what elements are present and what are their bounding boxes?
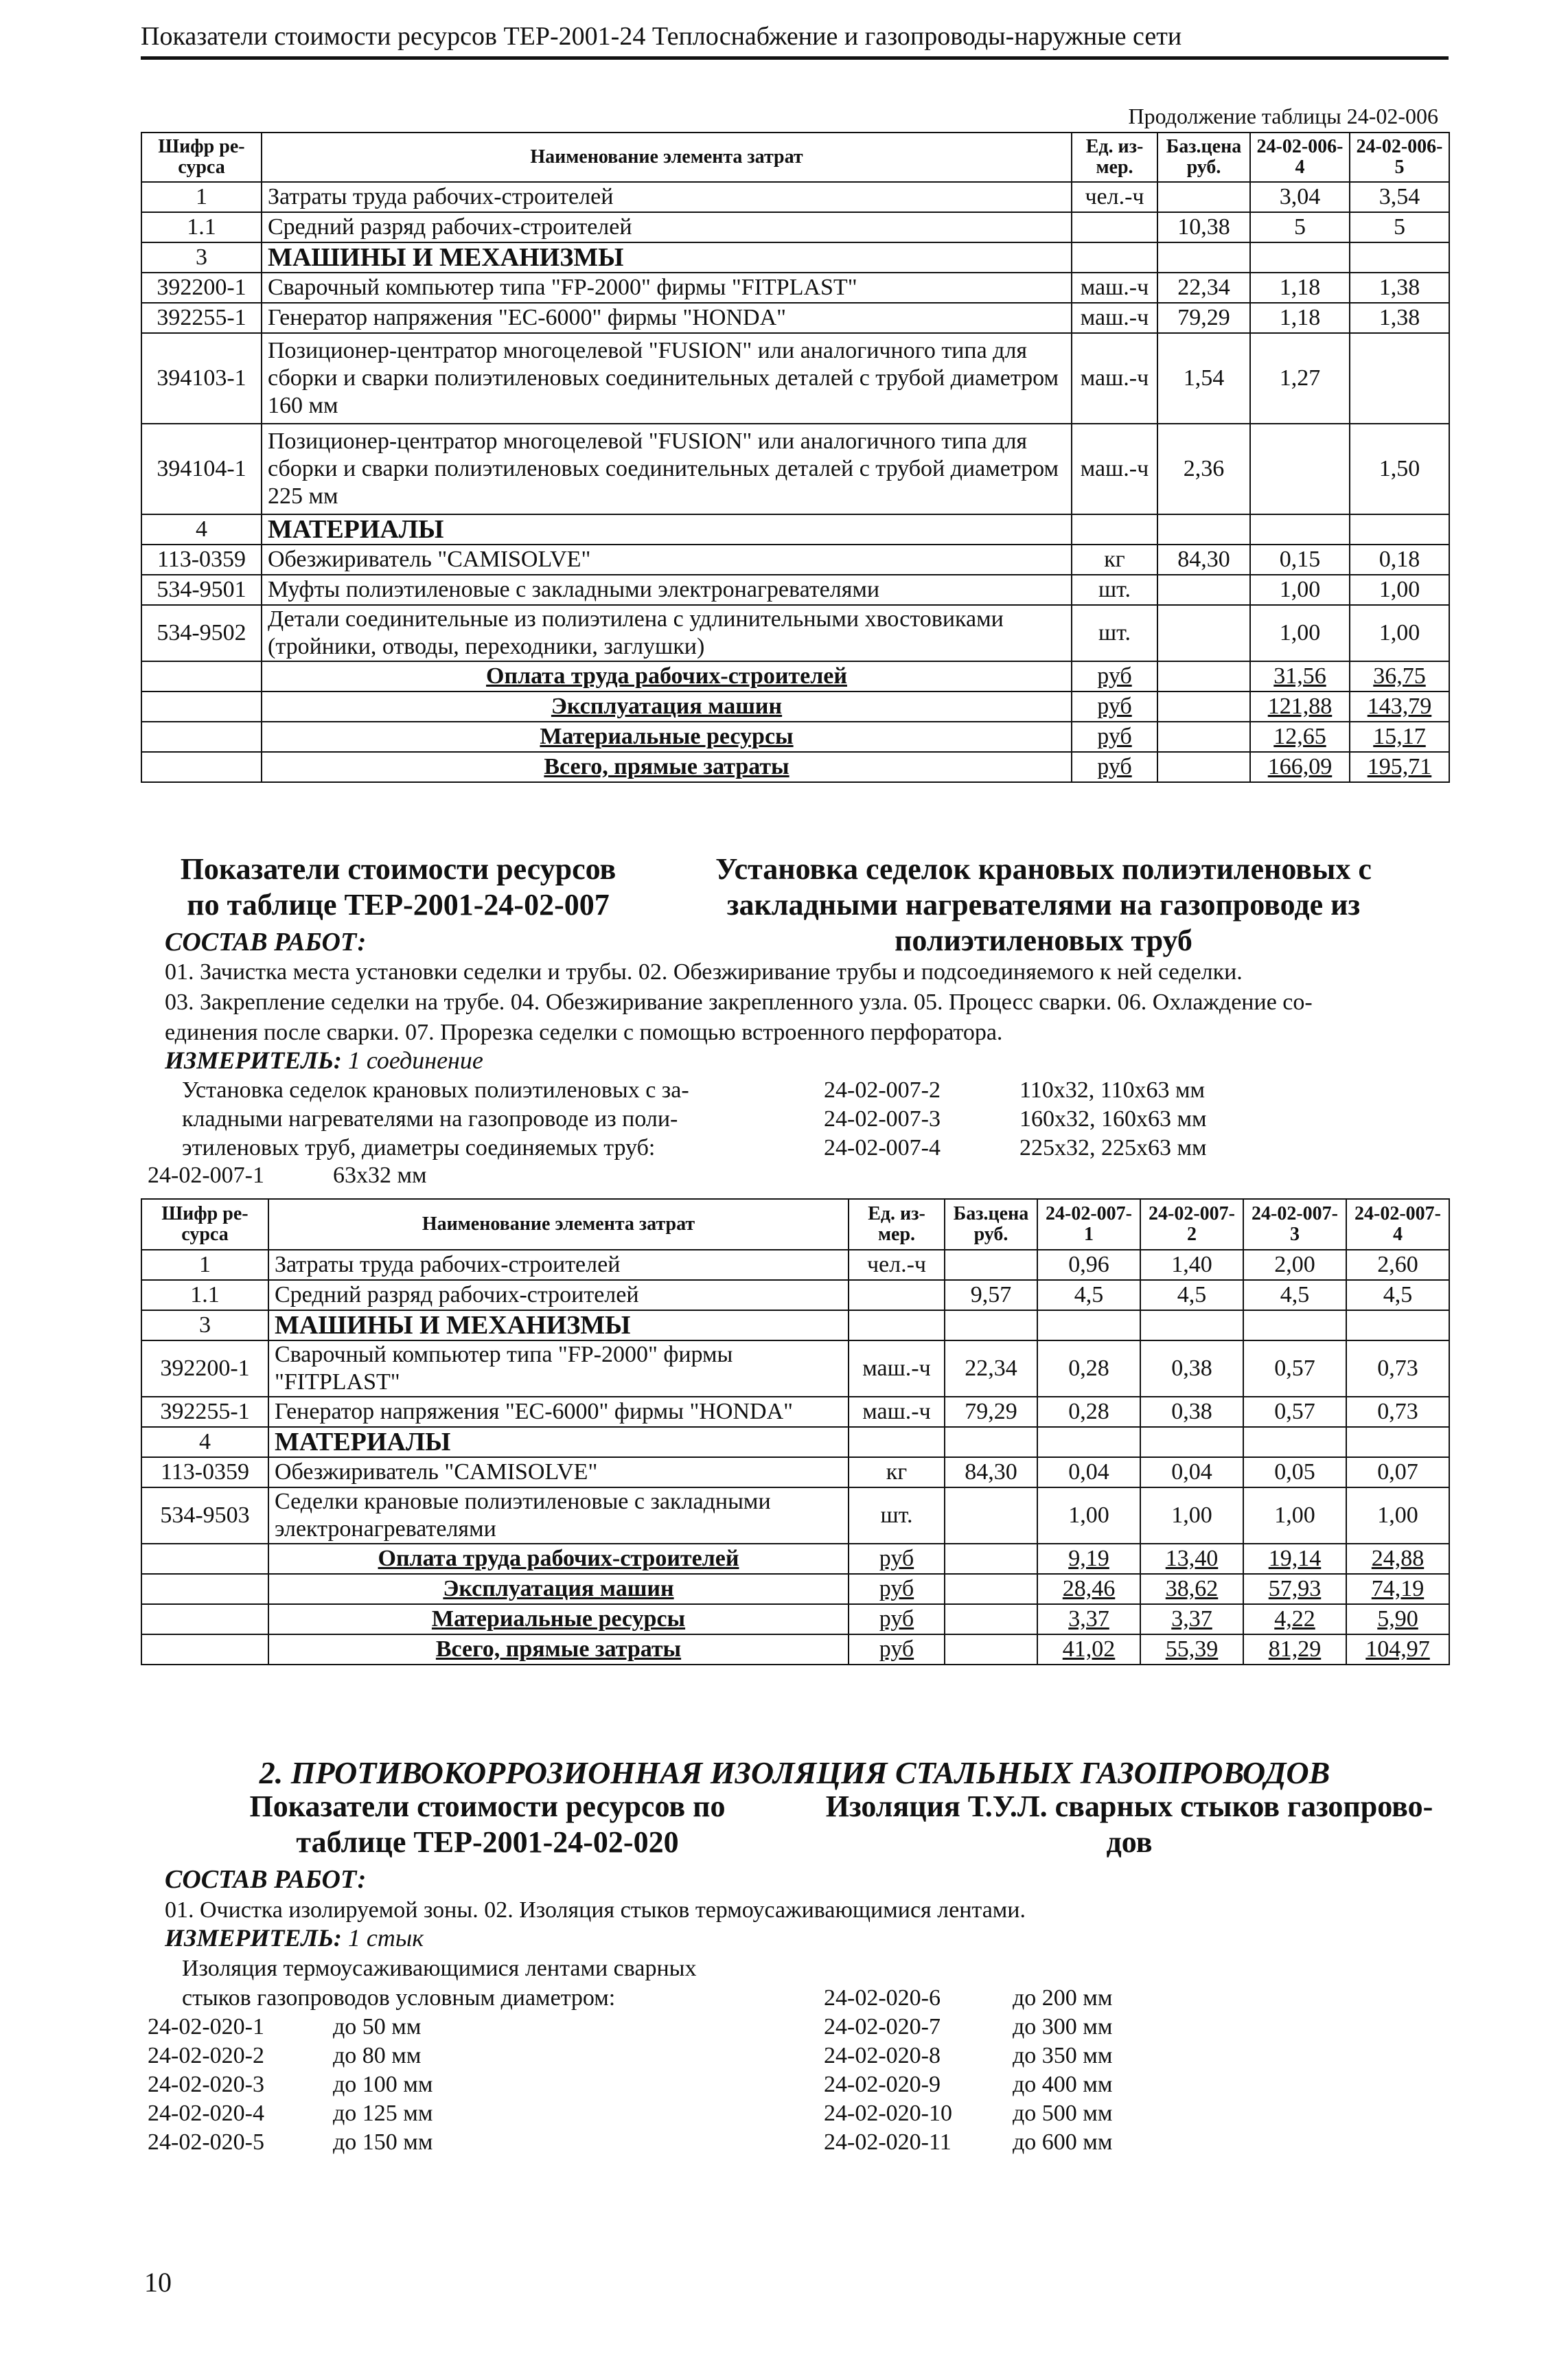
table-cell-value: 38,62 <box>1140 1574 1243 1604</box>
item-code: 24-02-020-7 <box>824 2014 941 2039</box>
table-cell-name: МАШИНЫ И МЕХАНИЗМЫ <box>268 1310 849 1340</box>
table-cell-value <box>1350 333 1449 424</box>
description-line: Установка седелок крановых полиэтиленовых с за- <box>182 1077 689 1103</box>
col-header-norm: 24-02-007-1 <box>1037 1199 1140 1250</box>
table-cell-price: 1,54 <box>1157 333 1250 424</box>
table-cell-unit: маш.-ч <box>1072 424 1157 514</box>
table-cell-name: Средний разряд рабочих-строителей <box>268 1280 849 1310</box>
description-line: Изоляция термоусаживающимися лентами сварных <box>182 1956 697 1981</box>
table-cell-value: 3,54 <box>1350 182 1449 212</box>
table-cell-value <box>1350 514 1449 545</box>
item-code: 24-02-007-1 <box>148 1163 264 1188</box>
table-cell-value: 0,07 <box>1346 1457 1449 1487</box>
table-cell-price <box>945 1604 1037 1634</box>
table-row <box>141 545 1449 575</box>
table-cell-value: 1,40 <box>1140 1250 1243 1280</box>
table-cell-code: 394104-1 <box>141 424 262 514</box>
table-cell-unit: кг <box>849 1457 945 1487</box>
table-cell-value: 121,88 <box>1250 692 1350 722</box>
table-cell-price: 22,34 <box>945 1340 1037 1397</box>
table-header-row <box>141 133 1449 182</box>
table-cell-unit: чел.-ч <box>849 1250 945 1280</box>
item-value: до 400 мм <box>1013 2072 1113 2097</box>
table-cell-code: 392255-1 <box>141 303 262 333</box>
table-cell-value: 1,00 <box>1140 1487 1243 1544</box>
table-cell-unit: маш.-ч <box>849 1397 945 1427</box>
col-header-norm: 24-02-007-2 <box>1140 1199 1243 1250</box>
item-value: 160x32, 160x63 мм <box>1019 1106 1207 1132</box>
table-cell-name: Сварочный компьютер типа "FP-2000" фирмы "FITPLAST" <box>262 273 1072 303</box>
table-cell-unit: маш.-ч <box>1072 333 1157 424</box>
table-row <box>141 1250 1449 1280</box>
table-cell-value: 0,96 <box>1037 1250 1140 1280</box>
item-code: 24-02-020-3 <box>148 2072 264 2097</box>
sostav-line: 01. Очистка изолируемой зоны. 02. Изоляция стыков термоусаживающимися лентами. <box>165 1897 1026 1923</box>
table-cell-code: 113-0359 <box>141 545 262 575</box>
sostav-line: 01. Зачистка места установки седелки и трубы. 02. Обезжиривание трубы и подсоединяемого к ней седелки. <box>165 959 1243 985</box>
table-cell-value <box>1250 424 1350 514</box>
table-cell-name: МАШИНЫ И МЕХАНИЗМЫ <box>262 242 1072 273</box>
table-cell-price <box>945 1250 1037 1280</box>
table-cell-name: Средний разряд рабочих-строителей <box>262 212 1072 242</box>
table-cell-code: 534-9502 <box>141 605 262 661</box>
col-header-price: Баз.цена руб. <box>1157 133 1250 182</box>
table-cell-value: 1,27 <box>1250 333 1350 424</box>
table-cell-name: Генератор напряжения "EC-6000" фирмы "HONDA" <box>262 303 1072 333</box>
table-cell-value: 5 <box>1250 212 1350 242</box>
table-cell-code: 4 <box>141 1427 268 1457</box>
item-value: до 500 мм <box>1013 2101 1113 2126</box>
table-cell-unit: шт. <box>1072 605 1157 661</box>
table-cell-price: 84,30 <box>945 1457 1037 1487</box>
table-cell-value: 9,19 <box>1037 1544 1140 1574</box>
table-cell-unit: руб <box>849 1544 945 1574</box>
table-cell-value: 1,50 <box>1350 424 1449 514</box>
table-cell-name: МАТЕРИАЛЫ <box>268 1427 849 1457</box>
table-row <box>141 722 1449 752</box>
item-code: 24-02-020-4 <box>148 2101 264 2126</box>
table-cell-value <box>1140 1310 1243 1340</box>
table-cell-price <box>945 1427 1037 1457</box>
table-cell-value: 57,93 <box>1243 1574 1346 1604</box>
table-cell-value: 1,38 <box>1350 273 1449 303</box>
izmeritel <box>165 1045 483 1075</box>
table-cell-name: Сварочный компьютер типа "FP-2000" фирмы "FITPLAST" <box>268 1340 849 1397</box>
col-header-name: Наименование элемента затрат <box>262 133 1072 182</box>
description-line: стыков газопроводов условным диаметром: <box>182 1985 616 2011</box>
table-row <box>141 605 1449 661</box>
table-row <box>141 242 1449 273</box>
col-header-norm: 24-02-006-5 <box>1350 133 1449 182</box>
table-cell-unit <box>849 1310 945 1340</box>
table-cell-code: 392200-1 <box>141 273 262 303</box>
table-cell-name: Оплата труда рабочих-строителей <box>262 661 1072 692</box>
table-cell-price <box>1157 182 1250 212</box>
table-row <box>141 514 1449 545</box>
table-cell-value: 0,04 <box>1037 1457 1140 1487</box>
description-line: кладными нагревателями на газопроводе из поли- <box>182 1106 678 1132</box>
table-row <box>141 1280 1449 1310</box>
table-cell-code: 3 <box>141 242 262 273</box>
table-cell-value: 24,88 <box>1346 1544 1449 1574</box>
item-code: 24-02-020-8 <box>824 2043 941 2068</box>
table-cell-value: 0,15 <box>1250 545 1350 575</box>
table-cell-value: 143,79 <box>1350 692 1449 722</box>
table-cell-code <box>141 1544 268 1574</box>
table-cell-value: 1,18 <box>1250 303 1350 333</box>
table-cell-code: 1 <box>141 1250 268 1280</box>
table-cell-unit <box>1072 242 1157 273</box>
table-cell-unit: руб <box>1072 752 1157 782</box>
table-cell-value: 0,04 <box>1140 1457 1243 1487</box>
table-row <box>141 273 1449 303</box>
item-code: 24-02-020-1 <box>148 2014 264 2039</box>
table-cell-value: 5 <box>1350 212 1449 242</box>
page-number: 10 <box>144 2267 172 2298</box>
table-cell-value: 0,38 <box>1140 1340 1243 1397</box>
item-value: 63x32 мм <box>333 1163 427 1188</box>
table-cell-name: МАТЕРИАЛЫ <box>262 514 1072 545</box>
item-code: 24-02-020-11 <box>824 2129 952 2155</box>
table-cell-price <box>945 1487 1037 1544</box>
table-cell-name: Оплата труда рабочих-строителей <box>268 1544 849 1574</box>
table-cell-value <box>1250 242 1350 273</box>
item-code: 24-02-020-6 <box>824 1985 941 2011</box>
item-code: 24-02-007-3 <box>824 1106 941 1132</box>
table-cell-price: 84,30 <box>1157 545 1250 575</box>
sostav-line: единения после сварки. 07. Прорезка седелки с помощью встроенного перфоратора. <box>165 1020 1003 1045</box>
table-cell-value <box>1243 1427 1346 1457</box>
col-header-price: Баз.цена руб. <box>945 1199 1037 1250</box>
table-cell-price <box>1157 752 1250 782</box>
table-cell-code <box>141 722 262 752</box>
table-cell-name: Всего, прямые затраты <box>268 1634 849 1665</box>
item-code: 24-02-020-10 <box>824 2101 952 2126</box>
table-row <box>141 1310 1449 1340</box>
table-cell-value <box>1140 1427 1243 1457</box>
table-cell-value <box>1350 242 1449 273</box>
table-cell-name: Эксплуатация машин <box>268 1574 849 1604</box>
table-cell-name: Затраты труда рабочих-строителей <box>268 1250 849 1280</box>
table-cell-value: 55,39 <box>1140 1634 1243 1665</box>
table-row <box>141 661 1449 692</box>
table-cell-price: 79,29 <box>1157 303 1250 333</box>
item-value: 225x32, 225x63 мм <box>1019 1135 1207 1161</box>
table-cell-value: 2,60 <box>1346 1250 1449 1280</box>
table-cell-name: Материальные ресурсы <box>262 722 1072 752</box>
table-cell-code: 1.1 <box>141 212 262 242</box>
table-cell-value: 4,22 <box>1243 1604 1346 1634</box>
table-row <box>141 1340 1449 1397</box>
table-cell-name: Генератор напряжения "EC-6000" фирмы "HONDA" <box>268 1397 849 1427</box>
table-cell-name: Обезжириватель "CAMISOLVE" <box>262 545 1072 575</box>
table-cell-value: 41,02 <box>1037 1634 1140 1665</box>
izmeritel-label: ИЗМЕРИТЕЛЬ: <box>165 1924 342 1952</box>
table-row <box>141 1574 1449 1604</box>
table-cell-name: Седелки крановые полиэтиленовые с закладными электронагревателями <box>268 1487 849 1544</box>
table-cell-unit <box>1072 212 1157 242</box>
table-cell-value: 1,00 <box>1350 575 1449 605</box>
table-cell-code: 1 <box>141 182 262 212</box>
table-cell-price <box>1157 242 1250 273</box>
table-cell-value: 104,97 <box>1346 1634 1449 1665</box>
item-value: до 350 мм <box>1013 2043 1113 2068</box>
item-value: до 200 мм <box>1013 1985 1113 2011</box>
table-cell-value: 4,5 <box>1346 1280 1449 1310</box>
table-cell-value: 166,09 <box>1250 752 1350 782</box>
item-code: 24-02-007-2 <box>824 1077 941 1103</box>
table-cell-code: 534-9503 <box>141 1487 268 1544</box>
table-cell-value: 1,00 <box>1346 1487 1449 1544</box>
table-cell-code: 1.1 <box>141 1280 268 1310</box>
item-code: 24-02-007-4 <box>824 1135 941 1161</box>
table-cell-price: 22,34 <box>1157 273 1250 303</box>
table-cell-price <box>1157 661 1250 692</box>
table-cell-value: 31,56 <box>1250 661 1350 692</box>
table-cell-value: 1,38 <box>1350 303 1449 333</box>
table-cell-value <box>1037 1427 1140 1457</box>
table-cell-code: 394103-1 <box>141 333 262 424</box>
table-cell-name: Муфты полиэтиленовые с закладными электронагревателями <box>262 575 1072 605</box>
table-cell-value <box>1346 1427 1449 1457</box>
table-cell-value: 4,5 <box>1140 1280 1243 1310</box>
table-cell-code: 4 <box>141 514 262 545</box>
description-line: этиленовых труб, диаметры соединяемых труб: <box>182 1135 656 1161</box>
table-cell-value: 12,65 <box>1250 722 1350 752</box>
table-row <box>141 182 1449 212</box>
table-cell-name: Позиционер-центратор многоцелевой "FUSION" или аналогичного типа для сборки и сварки полиэтиленовых соединительных деталей с трубой диаметром 160 мм <box>262 333 1072 424</box>
table-cell-value: 0,28 <box>1037 1397 1140 1427</box>
table-cell-value: 1,00 <box>1243 1487 1346 1544</box>
sostav-label: СОСТАВ РАБОТ: <box>165 1865 367 1894</box>
table-cell-value: 1,00 <box>1037 1487 1140 1544</box>
table-cell-value: 4,5 <box>1243 1280 1346 1310</box>
col-header-code: Шифр ре-сурса <box>141 133 262 182</box>
continuation-label: Продолжение таблицы 24-02-006 <box>1128 104 1438 128</box>
table-cell-name: Позиционер-центратор многоцелевой "FUSION" или аналогичного типа для сборки и сварки полиэтиленовых соединительных деталей с трубой диаметром 225 мм <box>262 424 1072 514</box>
table-cell-code <box>141 692 262 722</box>
table-cell-value: 0,73 <box>1346 1340 1449 1397</box>
sostav-line: 03. Закрепление седелки на трубе. 04. Обезжиривание закрепленного узла. 05. Процесс сварки. 06. Охлаждение со- <box>165 990 1313 1015</box>
table-cell-value: 1,00 <box>1350 605 1449 661</box>
resource-table-24-02-007 <box>141 1198 1450 1665</box>
table-cell-value: 0,18 <box>1350 545 1449 575</box>
table-cell-code <box>141 1574 268 1604</box>
izmeritel-label: ИЗМЕРИТЕЛЬ: <box>165 1047 342 1074</box>
table-cell-unit: маш.-ч <box>1072 303 1157 333</box>
col-header-unit: Ед. из-мер. <box>849 1199 945 1250</box>
table-cell-unit: кг <box>1072 545 1157 575</box>
table-row <box>141 1427 1449 1457</box>
table-row <box>141 1397 1449 1427</box>
col-header-name: Наименование элемента затрат <box>268 1199 849 1250</box>
table-cell-unit: руб <box>849 1604 945 1634</box>
table-cell-unit: руб <box>1072 692 1157 722</box>
table-cell-value: 0,38 <box>1140 1397 1243 1427</box>
col-header-unit: Ед. из-мер. <box>1072 133 1157 182</box>
table-cell-unit: шт. <box>849 1487 945 1544</box>
table-cell-price: 9,57 <box>945 1280 1037 1310</box>
table-cell-code <box>141 661 262 692</box>
section-heading: 2. ПРОТИВОКОРРОЗИОННАЯ ИЗОЛЯЦИЯ СТАЛЬНЫХ ГАЗОПРОВОДОВ <box>259 1755 1330 1790</box>
table-row <box>141 692 1449 722</box>
table-cell-unit <box>849 1427 945 1457</box>
table-cell-value: 195,71 <box>1350 752 1449 782</box>
table-cell-code: 392200-1 <box>141 1340 268 1397</box>
izmeritel-value: 1 стык <box>347 1924 424 1952</box>
table-cell-unit <box>849 1280 945 1310</box>
table-cell-name: Затраты труда рабочих-строителей <box>262 182 1072 212</box>
item-value: до 50 мм <box>333 2014 422 2039</box>
item-value: до 125 мм <box>333 2101 433 2126</box>
table-cell-unit: руб <box>849 1574 945 1604</box>
table-row <box>141 424 1449 514</box>
resource-table-24-02-006 <box>141 132 1450 783</box>
table-cell-code: 534-9501 <box>141 575 262 605</box>
table-row <box>141 1634 1449 1665</box>
table-cell-value: 0,05 <box>1243 1457 1346 1487</box>
table-cell-value: 81,29 <box>1243 1634 1346 1665</box>
table-cell-code: 113-0359 <box>141 1457 268 1487</box>
page-header: Показатели стоимости ресурсов ТЕР-2001-24 Теплоснабжение и газопроводы-наружные сети <box>141 22 1182 51</box>
table-cell-name: Материальные ресурсы <box>268 1604 849 1634</box>
table-row <box>141 212 1449 242</box>
table-cell-value: 0,57 <box>1243 1397 1346 1427</box>
item-value: 110x32, 110x63 мм <box>1019 1077 1206 1103</box>
header-rule <box>141 56 1449 60</box>
table-cell-price <box>1157 514 1250 545</box>
table-row <box>141 333 1449 424</box>
table-cell-value <box>1346 1310 1449 1340</box>
sostav-label: СОСТАВ РАБОТ: <box>165 928 367 957</box>
table-row <box>141 1604 1449 1634</box>
table-cell-value <box>1037 1310 1140 1340</box>
table-cell-price <box>945 1544 1037 1574</box>
table-cell-code <box>141 1604 268 1634</box>
table-cell-code <box>141 752 262 782</box>
table-cell-price: 79,29 <box>945 1397 1037 1427</box>
table-cell-value: 1,00 <box>1250 605 1350 661</box>
item-code: 24-02-020-5 <box>148 2129 264 2155</box>
col-header-norm: 24-02-007-4 <box>1346 1199 1449 1250</box>
table-cell-name: Детали соединительные из полиэтилена с удлинительными хвостовиками (тройники, отводы, переходники, заглушки) <box>262 605 1072 661</box>
table-cell-unit: чел.-ч <box>1072 182 1157 212</box>
table-cell-unit <box>1072 514 1157 545</box>
table-cell-value: 0,28 <box>1037 1340 1140 1397</box>
table-cell-code <box>141 1634 268 1665</box>
table-cell-value: 3,04 <box>1250 182 1350 212</box>
item-value: до 600 мм <box>1013 2129 1113 2155</box>
table-cell-price <box>1157 575 1250 605</box>
table-row <box>141 752 1449 782</box>
section-title-right: Изоляция Т.У.Л. сварных стыков газопрово-дов <box>825 1790 1433 1859</box>
table-cell-unit: маш.-ч <box>1072 273 1157 303</box>
table-cell-code: 392255-1 <box>141 1397 268 1427</box>
table-cell-price <box>945 1310 1037 1340</box>
section-title-left: Показатели стоимости ресурсов по таблице ТЕР-2001-24-02-007 <box>180 852 616 922</box>
col-header-norm: 24-02-007-3 <box>1243 1199 1346 1250</box>
item-value: до 300 мм <box>1013 2014 1113 2039</box>
table-cell-value: 2,00 <box>1243 1250 1346 1280</box>
izmeritel <box>165 1923 424 1953</box>
section-title-right: Установка седелок крановых полиэтиленовых с закладными нагревателями на газопроводе из полиэтиленовых труб <box>715 852 1372 957</box>
table-cell-unit: руб <box>1072 661 1157 692</box>
table-cell-price: 10,38 <box>1157 212 1250 242</box>
table-cell-unit: шт. <box>1072 575 1157 605</box>
item-value: до 80 мм <box>333 2043 422 2068</box>
table-cell-value <box>1250 514 1350 545</box>
table-cell-price <box>945 1634 1037 1665</box>
table-cell-unit: руб <box>1072 722 1157 752</box>
table-cell-price <box>1157 722 1250 752</box>
table-cell-price <box>945 1574 1037 1604</box>
table-cell-code: 3 <box>141 1310 268 1340</box>
col-header-code: Шифр ре-сурса <box>141 1199 268 1250</box>
table-cell-value: 0,73 <box>1346 1397 1449 1427</box>
table-cell-value: 3,37 <box>1037 1604 1140 1634</box>
table-cell-price: 2,36 <box>1157 424 1250 514</box>
table-row <box>141 1457 1449 1487</box>
table-cell-name: Всего, прямые затраты <box>262 752 1072 782</box>
item-code: 24-02-020-2 <box>148 2043 264 2068</box>
table-cell-value: 1,18 <box>1250 273 1350 303</box>
table-header-row <box>141 1199 1449 1250</box>
table-cell-value: 13,40 <box>1140 1544 1243 1574</box>
table-row <box>141 575 1449 605</box>
table-cell-value: 36,75 <box>1350 661 1449 692</box>
table-cell-value <box>1243 1310 1346 1340</box>
table-cell-value: 4,5 <box>1037 1280 1140 1310</box>
item-value: до 150 мм <box>333 2129 433 2155</box>
table-cell-value: 5,90 <box>1346 1604 1449 1634</box>
section-title-left: Показатели стоимости ресурсов по таблице ТЕР-2001-24-02-020 <box>249 1790 726 1859</box>
table-cell-value: 1,00 <box>1250 575 1350 605</box>
table-row <box>141 1487 1449 1544</box>
table-cell-unit: маш.-ч <box>849 1340 945 1397</box>
table-cell-value: 0,57 <box>1243 1340 1346 1397</box>
table-cell-value: 3,37 <box>1140 1604 1243 1634</box>
col-header-norm: 24-02-006-4 <box>1250 133 1350 182</box>
table-row <box>141 303 1449 333</box>
table-cell-value: 28,46 <box>1037 1574 1140 1604</box>
item-value: до 100 мм <box>333 2072 433 2097</box>
table-cell-unit: руб <box>849 1634 945 1665</box>
table-cell-price <box>1157 605 1250 661</box>
table-cell-name: Эксплуатация машин <box>262 692 1072 722</box>
table-cell-value: 74,19 <box>1346 1574 1449 1604</box>
table-cell-price <box>1157 692 1250 722</box>
izmeritel-value: 1 соединение <box>347 1047 483 1074</box>
table-cell-value: 15,17 <box>1350 722 1449 752</box>
table-cell-name: Обезжириватель "CAMISOLVE" <box>268 1457 849 1487</box>
table-row <box>141 1544 1449 1574</box>
table-cell-value: 19,14 <box>1243 1544 1346 1574</box>
item-code: 24-02-020-9 <box>824 2072 941 2097</box>
